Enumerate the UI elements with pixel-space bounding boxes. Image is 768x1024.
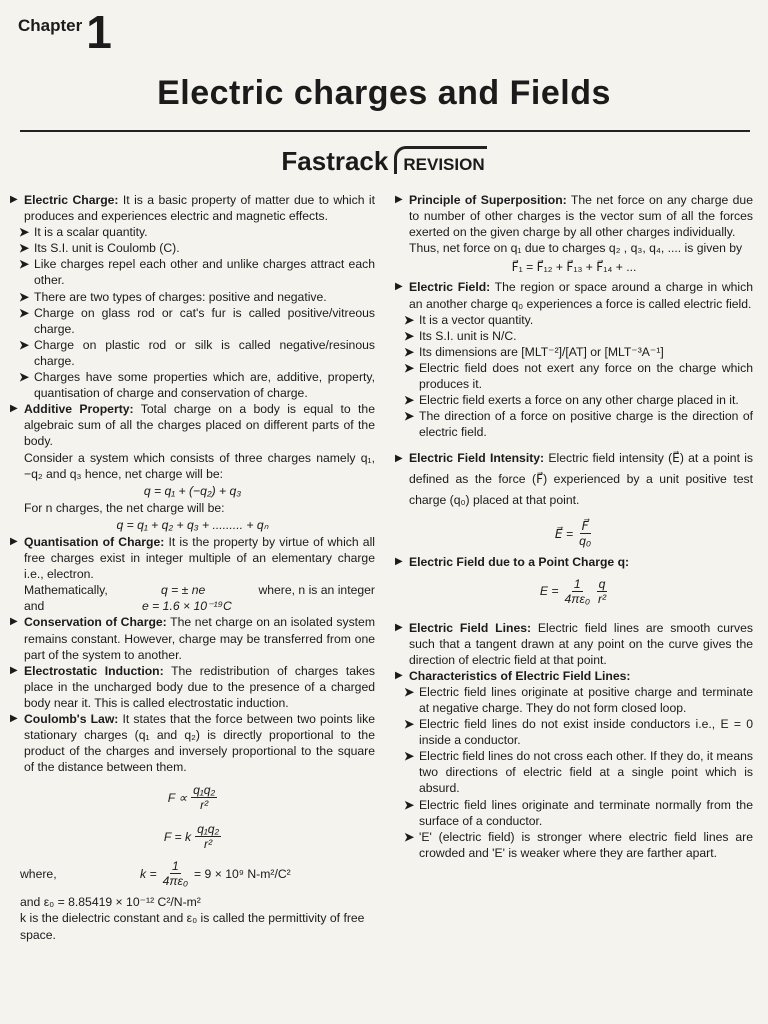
denominator: r²	[200, 798, 209, 813]
section-heading: Quantisation of Charge:	[24, 534, 165, 549]
equation-lhs: E⃗ =	[554, 526, 574, 541]
equation-row	[10, 598, 375, 614]
page-title: Electric charges and Fields	[157, 74, 611, 112]
denominator: r²	[597, 591, 607, 606]
section-text: The net charge on an isolated system remains constant. However, charge may be transferred from one part of the system to another.	[24, 615, 375, 662]
bullet-icon: ▶	[10, 616, 18, 628]
fraction	[596, 577, 608, 606]
bullet-icon: ▶	[10, 713, 18, 724]
and-label: and	[24, 599, 45, 614]
numerator: q	[598, 576, 606, 591]
bullet-icon: ▶	[395, 621, 403, 633]
list-item	[16, 289, 375, 305]
chevron-right-icon: ➤	[404, 797, 415, 812]
induction-section	[10, 663, 375, 711]
list-item	[401, 408, 753, 440]
equation	[140, 859, 291, 888]
chevron-right-icon: ➤	[19, 337, 30, 352]
list-item-text: Its S.I. unit is N/C.	[419, 328, 517, 343]
list-item-text: Charge on glass rod or cat's fur is called positive/vitreous charge.	[34, 305, 375, 336]
equation: F⃗₁ = F⃗₁₂ + F⃗₁₃ + F⃗₁₄ + ...	[511, 260, 637, 275]
quantisation-section	[10, 534, 375, 582]
bullet-icon: ▶	[395, 669, 403, 681]
list-item-text: Electric field does not exert any force on the charge which produces it.	[419, 360, 753, 392]
chevron-right-icon: ➤	[19, 305, 30, 320]
bullet-icon: ▶	[10, 194, 18, 205]
denominator: r²	[204, 837, 213, 852]
equation-row	[10, 582, 375, 598]
chevron-right-icon: ➤	[19, 241, 30, 256]
equation	[10, 822, 375, 851]
equation: q = q₁ + (−q₂) + q₃	[143, 483, 242, 498]
list-item-text: Like charges repel each other and unlike charges attract each other.	[34, 257, 375, 288]
section-heading: Electric Field due to a Point Charge q:	[409, 555, 630, 570]
section-text: The region or space around a charge in which an another charge q₀ experiences a force is called electric field.	[409, 280, 753, 311]
chevron-right-icon: ➤	[19, 225, 30, 240]
fraction	[577, 519, 593, 548]
section-banner	[0, 146, 768, 177]
list-item	[401, 360, 753, 392]
list-item	[401, 328, 753, 344]
equation-lhs: E =	[539, 583, 559, 598]
list-item-text: Charges have some properties which are, additive, property, quantisation of charge and conservation of charge.	[34, 370, 375, 401]
additive-property-section	[10, 401, 375, 449]
right-column	[395, 192, 753, 861]
list-item	[16, 337, 375, 369]
list-item-text: Charge on plastic rod or silk is called negative/resinous charge.	[34, 337, 375, 368]
equation-lhs: k =	[140, 866, 157, 881]
list-item	[16, 240, 375, 256]
equation	[395, 519, 753, 548]
list-item	[401, 684, 753, 716]
section-heading: Electric Field:	[409, 280, 491, 295]
bullet-icon: ▶	[395, 194, 403, 205]
list-item-text: 'E' (electric field) is stronger where electric field lines are crowded and 'E' is weaker where they are farther apart.	[419, 829, 753, 860]
electric-charge-section	[10, 192, 375, 224]
chevron-right-icon: ➤	[404, 344, 415, 359]
section-heading: Electrostatic Induction:	[24, 663, 164, 678]
chevron-right-icon: ➤	[404, 312, 415, 327]
conservation-section	[10, 614, 375, 662]
equation-lhs: F ∝	[167, 790, 188, 805]
fraction	[195, 822, 221, 851]
chevron-right-icon: ➤	[19, 370, 30, 385]
list-item-text: It is a vector quantity.	[419, 312, 534, 327]
section-heading: Coulomb's Law:	[24, 712, 119, 726]
list-item-text: Electric field lines originate at positive charge and terminate at negative charge. They do not form closed loop.	[419, 684, 753, 715]
section-heading: Additive Property:	[24, 402, 134, 417]
list-item	[16, 224, 375, 240]
equation: e = 1.6 × 10⁻¹⁹C	[142, 599, 232, 614]
numerator: 1	[573, 576, 581, 591]
chevron-right-icon: ➤	[404, 684, 415, 699]
bullet-icon: ▶	[10, 535, 18, 547]
denominator: q₀	[579, 534, 592, 549]
point-charge-section	[395, 554, 753, 570]
list-item	[16, 305, 375, 337]
numerator: q₁q₂	[193, 783, 216, 798]
chevron-right-icon: ➤	[404, 717, 415, 732]
chapter-word: Chapter	[18, 16, 83, 35]
section-text: It states that the force between two points like stationary charges (q₁ and q₂) is directly proportional to the product of the charges and inversely proportional to the square of the distance between them.	[24, 712, 375, 775]
numerator: q₁q₂	[197, 822, 220, 837]
left-column	[10, 192, 375, 943]
paragraph: Consider a system which consists of three charges namely q₁, −q₂ and q₃ hence, net charge will be:	[24, 450, 375, 481]
paragraph: k is the dielectric constant and ε₀ is called the permittivity of free space.	[20, 911, 365, 942]
field-lines-section	[395, 620, 753, 668]
chapter-number: 1	[86, 6, 110, 58]
chevron-right-icon: ➤	[19, 257, 30, 272]
list-item-text: Its S.I. unit is Coulomb (C).	[34, 241, 180, 256]
list-item-text: Electric field lines do not exist inside conductors i.e., E = 0 inside a conductor.	[419, 717, 753, 748]
list-item	[16, 256, 375, 288]
bullet-icon: ▶	[395, 556, 403, 568]
list-item-text: There are two types of charges: positive and negative.	[34, 289, 327, 304]
section-heading: Conservation of Charge:	[24, 615, 167, 630]
equation-row	[10, 859, 375, 888]
math-label: Mathematically,	[24, 583, 108, 598]
bullet-icon: ▶	[10, 664, 18, 676]
chevron-right-icon: ➤	[19, 289, 30, 304]
bullet-icon: ▶	[395, 281, 403, 293]
section-heading: Electric Field Intensity:	[409, 451, 545, 466]
numerator: F⃗	[581, 519, 589, 534]
numerator: 1	[171, 859, 179, 874]
paragraph: and ε₀ = 8.85419 × 10⁻¹² C²/N-m²	[20, 895, 201, 910]
list-item	[401, 312, 753, 328]
coulombs-law-section	[10, 711, 375, 775]
fraction	[563, 577, 592, 606]
superposition-section	[395, 192, 753, 240]
list-item	[16, 369, 375, 401]
list-item-text: Electric field lines originate and terminate normally from the surface of a conductor.	[419, 797, 753, 828]
list-item-text: The direction of a force on positive charge is the direction of electric field.	[419, 409, 753, 440]
paragraph: Thus, net force on q₁ due to charges q₂ , q₃, q₄, .... is given by	[409, 241, 743, 256]
list-item-text: Its dimensions are [MLT⁻²]/[AT] or [MLT⁻³A⁻¹]	[419, 344, 664, 359]
section-heading: Principle of Superposition:	[409, 193, 567, 207]
list-item-text: Electric field exerts a force on any other charge placed in it.	[419, 393, 739, 408]
chevron-right-icon: ➤	[404, 409, 415, 424]
list-item	[401, 797, 753, 829]
equation-rhs: = 9 × 10⁹ N-m²/C²	[194, 866, 291, 881]
section-text: The redistribution of charges takes place in the uncharged body due to the presence of a charged body near it. This is called electrostatic induction.	[24, 663, 375, 710]
chevron-right-icon: ➤	[404, 360, 415, 375]
list-item	[401, 829, 753, 861]
bullet-icon: ▶	[10, 403, 18, 415]
section-heading: Electric Charge:	[24, 193, 119, 207]
characteristics-section	[395, 668, 753, 684]
chevron-right-icon: ➤	[404, 328, 415, 343]
section-text: Electric field intensity (E⃗) at a point is defined as the force (F⃗) experienced by a unit positive test charge (q₀) placed at that point.	[409, 451, 753, 508]
denominator: 4πε₀	[564, 591, 590, 606]
list-item	[401, 392, 753, 408]
equation-lhs: F = k	[163, 829, 192, 844]
chevron-right-icon: ➤	[404, 829, 415, 844]
equation	[395, 577, 753, 606]
bullet-icon: ▶	[395, 453, 403, 465]
section-text: It is the property by virtue of which all free charges exist in integer multiple of an elementary charge i.e., electron.	[24, 534, 375, 582]
list-item-text: Electric field lines do not cross each other. If they do, it means two directions of electric field at a single point which is absurd.	[419, 749, 753, 796]
section-text: Electric field lines are smooth curves such that a tangent drawn at any point on the curve gives the direction of electric field at that point.	[409, 620, 753, 667]
title-divider	[20, 130, 750, 132]
section-text: Total charge on a body is equal to the algebraic sum of all the charges placed on different parts of the body.	[24, 402, 375, 449]
equation	[10, 783, 375, 812]
electric-field-section	[395, 279, 753, 311]
list-item	[401, 716, 753, 748]
where-label: where,	[20, 866, 57, 881]
section-heading: Characteristics of Electric Field Lines:	[409, 668, 631, 683]
chevron-right-icon: ➤	[404, 393, 415, 408]
list-item	[401, 344, 753, 360]
fraction	[191, 783, 217, 812]
section-heading: Electric Field Lines:	[409, 620, 532, 635]
list-item	[401, 748, 753, 796]
revision-word: REVISION	[394, 146, 486, 174]
equation-note: where, n is an integer	[258, 583, 375, 598]
paragraph: For n charges, the net charge will be:	[24, 500, 225, 515]
chapter-label	[18, 6, 110, 58]
section-text: The net force on any charge due to number of other charges is the vector sum of all the forces exerted on the given charge by all other charges individually.	[409, 193, 753, 240]
list-item-text: It is a scalar quantity.	[34, 225, 148, 240]
fraction	[161, 859, 190, 888]
fastrack-word: Fastrack	[281, 146, 389, 176]
chevron-right-icon: ➤	[404, 749, 415, 764]
field-intensity-section	[395, 448, 753, 511]
section-text: It is a basic property of matter due to which it produces and experiences electric and magnetic effects.	[24, 193, 375, 224]
equation: q = q₁ + q₂ + q₃ + ......... + qₙ	[116, 517, 269, 532]
denominator: 4πε₀	[162, 874, 189, 889]
equation: q = ± ne	[160, 583, 206, 598]
